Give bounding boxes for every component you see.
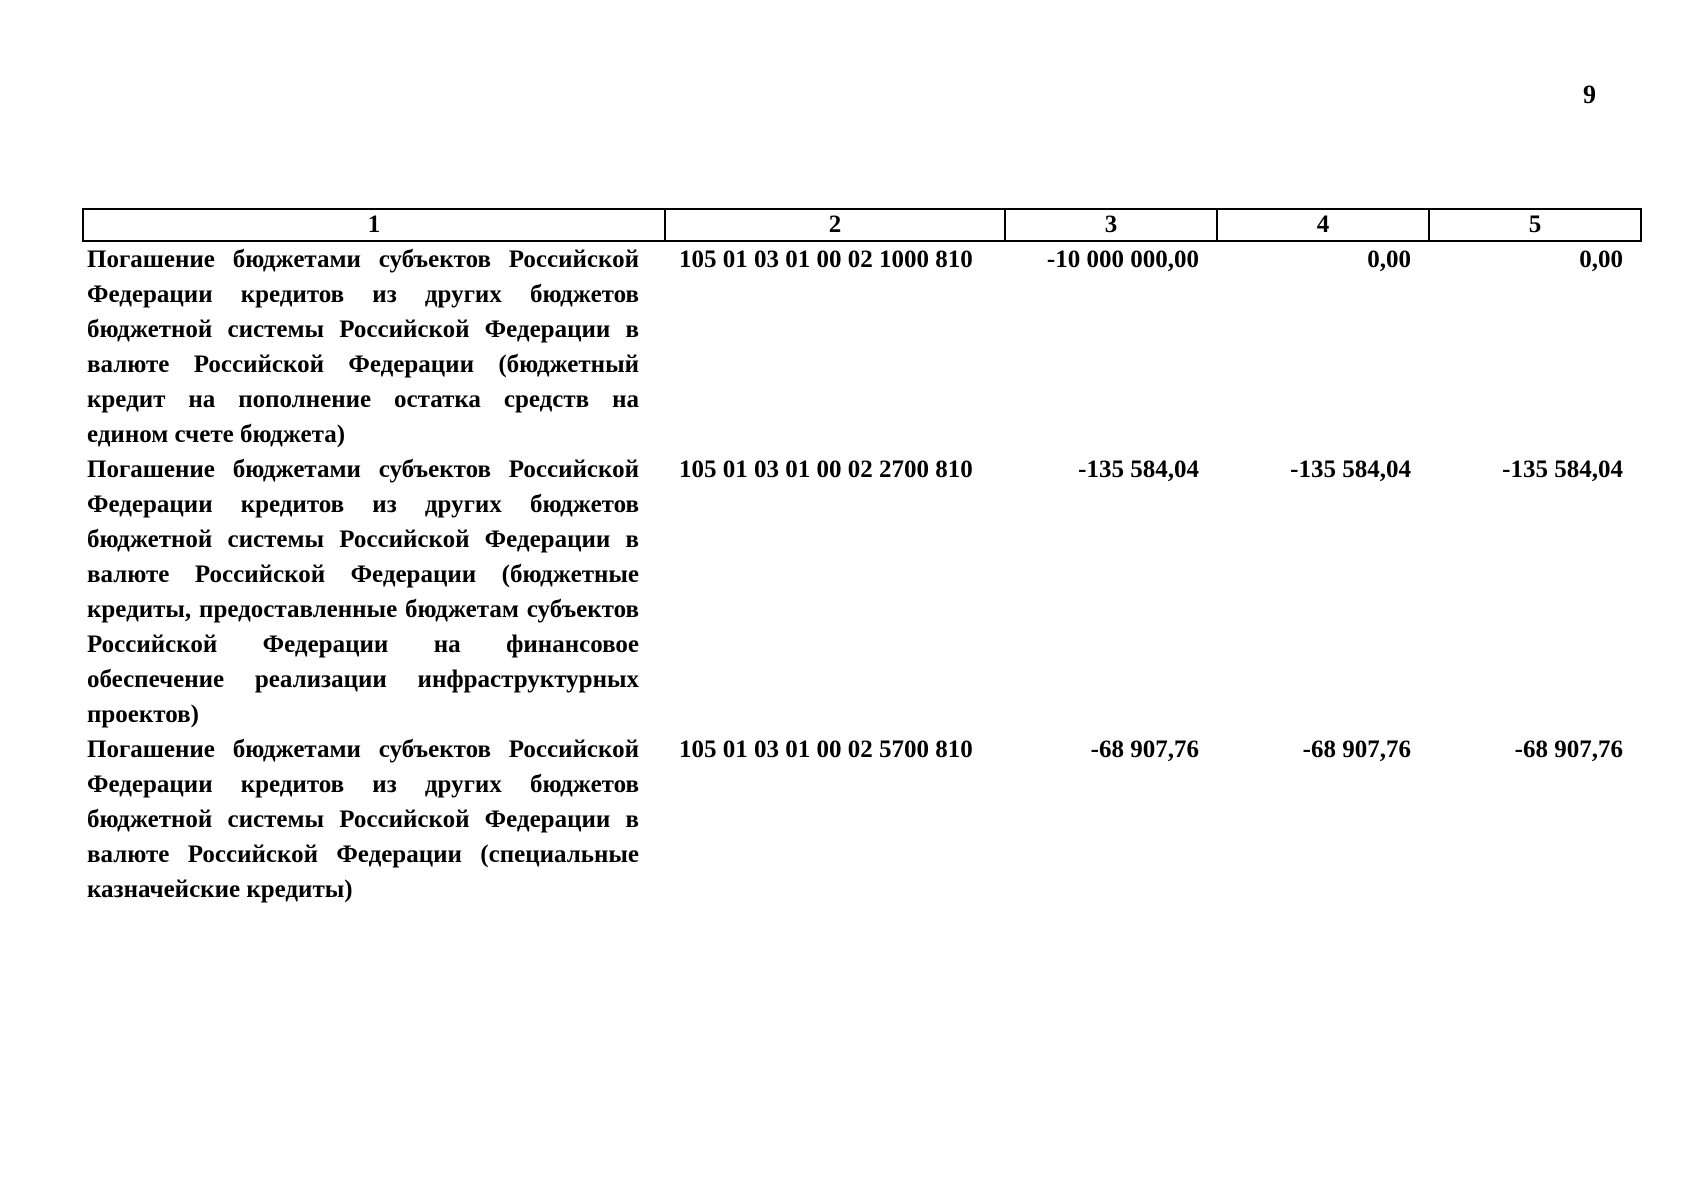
row-name: Погашение бюджетами субъектов Российской Федерации кредитов из других бюджетов бюджетной системы Российской Федерации в валюте Российской Федерации (бюджетные кредиты, предоставленные бюджетам субъектов Российской Федерации на финансовое обеспечение реализации инфраструктурных проектов): [87, 456, 639, 728]
row-value-col-4: 0,00: [1367, 246, 1411, 273]
row-value-col-3: -10 000 000,00: [1046, 246, 1199, 273]
table-row: [83, 241, 1641, 452]
table-row: [83, 732, 1641, 907]
table-row: [83, 452, 1641, 732]
header-col-2: 2: [665, 209, 1005, 241]
header-col-1: 1: [83, 209, 665, 241]
row-value-col-4: -68 907,76: [1302, 736, 1411, 763]
row-code: 105 01 03 01 00 02 1000 810: [679, 246, 973, 273]
page-number: 9: [1583, 80, 1596, 109]
header-col-3: 3: [1005, 209, 1217, 241]
header-row: [83, 209, 1641, 241]
header-col-4: 4: [1217, 209, 1429, 241]
row-value-col-5: -68 907,76: [1514, 736, 1623, 763]
row-value-col-5: 0,00: [1579, 246, 1623, 273]
row-value-col-5: -135 584,04: [1502, 456, 1623, 483]
row-code: 105 01 03 01 00 02 5700 810: [679, 736, 973, 763]
budget-table: [82, 208, 1642, 907]
row-value-col-4: -135 584,04: [1290, 456, 1411, 483]
row-code: 105 01 03 01 00 02 2700 810: [679, 456, 973, 483]
row-name: Погашение бюджетами субъектов Российской Федерации кредитов из других бюджетов бюджетной системы Российской Федерации в валюте Российской Федерации (бюджетный кредит на пополнение остатка средств на едином счете бюджета): [87, 246, 639, 448]
header-col-5: 5: [1429, 209, 1641, 241]
row-value-col-3: -135 584,04: [1078, 456, 1199, 483]
row-value-col-3: -68 907,76: [1090, 736, 1199, 763]
row-name: Погашение бюджетами субъектов Российской Федерации кредитов из других бюджетов бюджетной системы Российской Федерации в валюте Российской Федерации (специальные казначейские кредиты): [87, 736, 639, 903]
